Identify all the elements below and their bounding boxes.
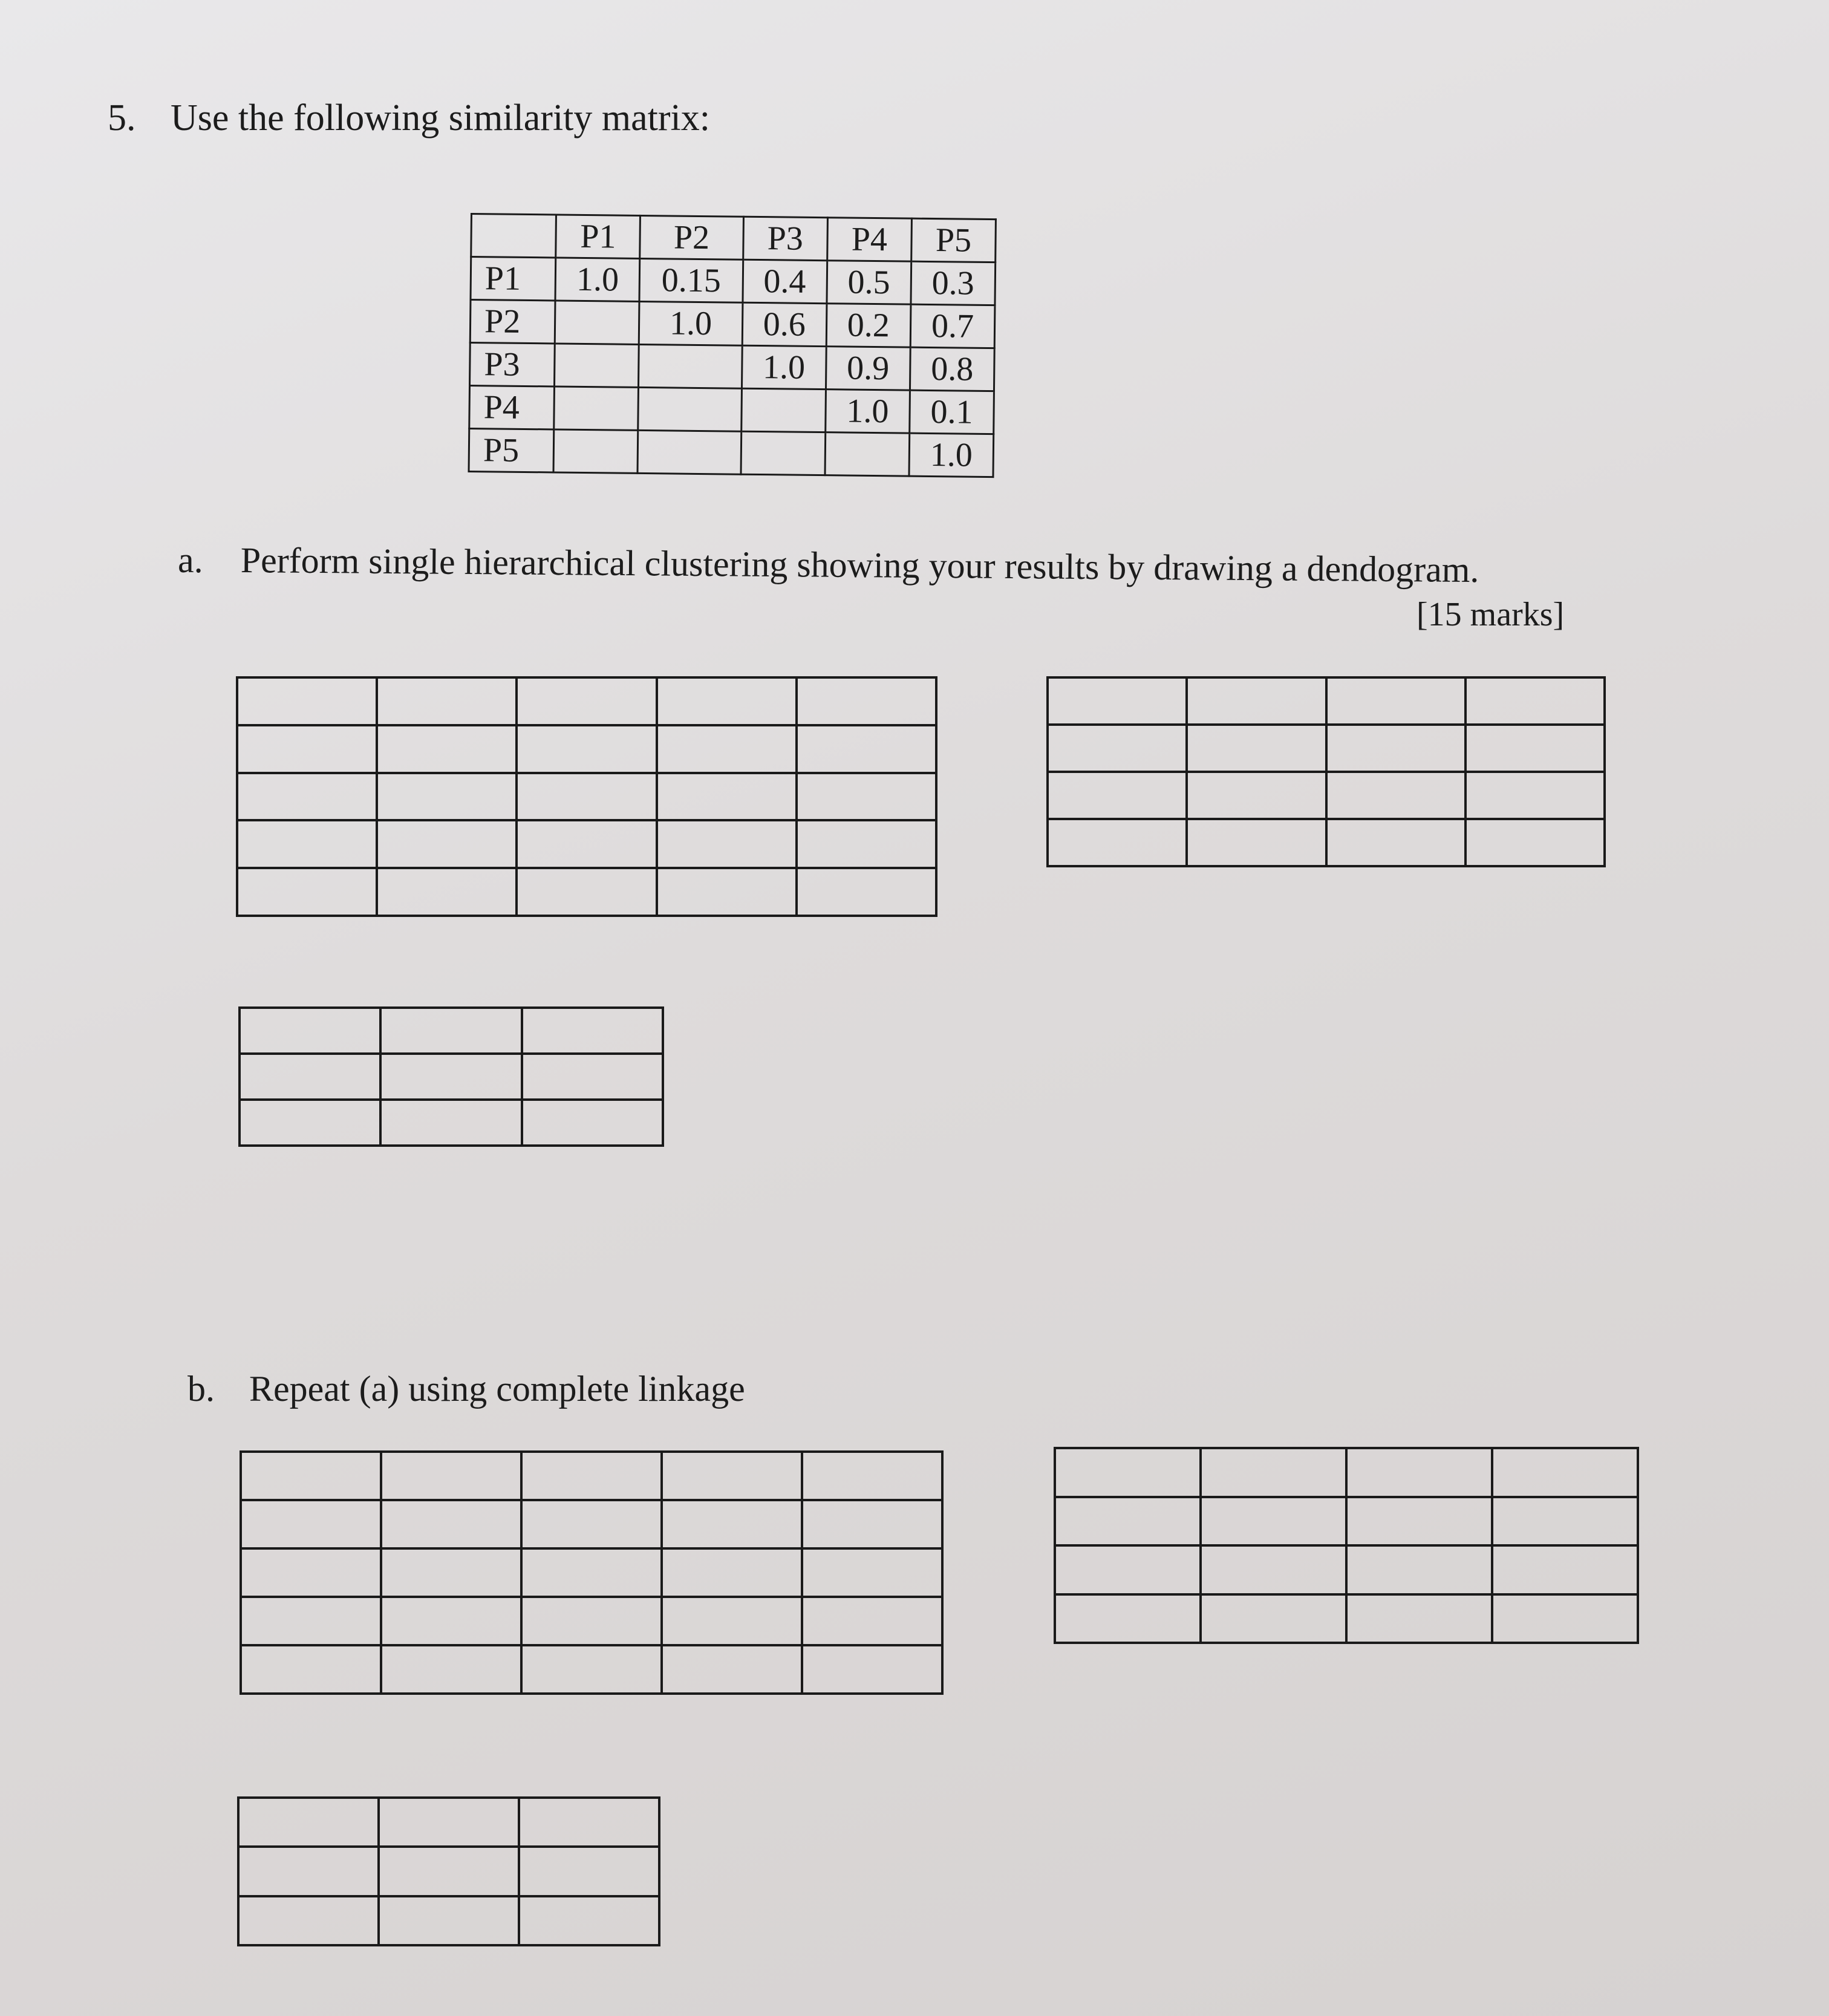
part-a-marks: [15 marks] (1417, 596, 1565, 633)
matrix-cell: 0.4 (743, 259, 827, 303)
matrix-col-header: P5 (911, 218, 996, 262)
matrix-row (470, 300, 995, 348)
matrix-cell: 0.5 (827, 261, 911, 304)
answer-grid-row (241, 1645, 942, 1694)
matrix-cell: 0.15 (639, 258, 743, 302)
answer-grid-row (241, 1500, 942, 1548)
answer-grid-cell[interactable] (1055, 1448, 1201, 1497)
answer-grid-cell[interactable] (1187, 677, 1326, 725)
answer-grid-row (1048, 725, 1605, 772)
answer-grid-a-3x3[interactable] (238, 1006, 664, 1147)
matrix-cell (555, 344, 639, 387)
answer-grid-cell[interactable] (662, 1645, 802, 1694)
matrix-cell: 0.1 (910, 390, 994, 434)
answer-grid-cell[interactable] (521, 1548, 662, 1597)
answer-grid-row (241, 1597, 942, 1645)
matrix-cell: 1.0 (909, 433, 994, 477)
answer-grid-cell[interactable] (237, 725, 377, 773)
matrix-cell (554, 387, 639, 430)
answer-grid-b-5x5[interactable] (240, 1450, 944, 1695)
answer-grid-cell[interactable] (381, 1452, 521, 1500)
answer-grid-cell[interactable] (1346, 1448, 1492, 1497)
answer-grid-cell[interactable] (797, 773, 936, 821)
matrix-cell: 0.2 (826, 304, 911, 347)
answer-grid-cell[interactable] (521, 1597, 662, 1645)
answer-grid-cell[interactable] (381, 1500, 521, 1548)
answer-grid-cell[interactable] (519, 1847, 659, 1896)
answer-grid-cell[interactable] (797, 725, 936, 773)
answer-grid-cell[interactable] (1187, 772, 1326, 819)
answer-grid-cell[interactable] (1201, 1448, 1346, 1497)
answer-grid-a-5x5[interactable] (236, 676, 937, 917)
answer-grid-cell[interactable] (802, 1597, 942, 1645)
answer-grid-cell[interactable] (379, 1896, 519, 1945)
answer-grid-cell[interactable] (241, 1452, 381, 1500)
answer-grid-cell[interactable] (1492, 1545, 1638, 1594)
answer-grid-cell[interactable] (1187, 819, 1326, 866)
answer-grid-cell[interactable] (1465, 677, 1605, 725)
answer-grid-cell[interactable] (797, 677, 936, 725)
answer-grid-cell[interactable] (1048, 677, 1187, 725)
answer-grid-cell[interactable] (380, 1008, 521, 1054)
part-b-text: Repeat (a) using complete linkage (249, 1369, 745, 1409)
answer-grid-cell[interactable] (1492, 1497, 1638, 1546)
matrix-row-header: P5 (469, 428, 554, 472)
answer-grid-cell[interactable] (657, 820, 797, 868)
answer-grid-cell[interactable] (240, 1100, 380, 1146)
answer-grid-cell[interactable] (802, 1645, 942, 1694)
answer-grid-row (241, 1548, 942, 1597)
matrix-cell (637, 430, 741, 474)
answer-grid-b-3x3[interactable] (237, 1796, 660, 1946)
answer-grid-cell[interactable] (1346, 1497, 1492, 1546)
answer-grid-cell[interactable] (238, 1847, 379, 1896)
answer-grid-cell[interactable] (1055, 1545, 1201, 1594)
answer-grid-row (1055, 1594, 1638, 1643)
matrix-cell (825, 432, 910, 476)
matrix-cell (638, 387, 742, 431)
matrix-header-row (471, 214, 996, 263)
question-number: 5. (108, 97, 136, 139)
matrix-corner-cell (471, 214, 556, 258)
answer-grid-cell[interactable] (241, 1500, 381, 1548)
question-text: Use the following similarity matrix: (171, 97, 710, 139)
matrix-col-header: P1 (556, 215, 641, 258)
answer-grid-row (1048, 772, 1605, 819)
answer-grid-cell[interactable] (657, 773, 797, 821)
answer-grid-cell[interactable] (238, 1798, 379, 1847)
matrix-cell: 1.0 (825, 390, 910, 433)
matrix-row-header: P1 (471, 257, 556, 301)
answer-grid-cell[interactable] (1201, 1594, 1346, 1643)
answer-grid-cell[interactable] (662, 1452, 802, 1500)
answer-grid-row (1048, 677, 1605, 725)
answer-grid-cell[interactable] (1465, 772, 1605, 819)
matrix-cell (741, 388, 826, 432)
answer-grid-cell[interactable] (1048, 772, 1187, 819)
answer-grid-cell[interactable] (521, 1645, 662, 1694)
answer-grid-row (1055, 1545, 1638, 1594)
answer-grid-cell[interactable] (1326, 819, 1465, 866)
answer-grid-cell[interactable] (377, 773, 517, 821)
similarity-matrix (468, 213, 997, 478)
answer-grid-cell[interactable] (1326, 677, 1465, 725)
answer-grid-cell[interactable] (237, 868, 377, 916)
answer-grid-cell[interactable] (237, 773, 377, 821)
answer-grid-cell[interactable] (240, 1008, 380, 1054)
answer-grid-cell[interactable] (521, 1452, 662, 1500)
answer-grid-cell[interactable] (517, 725, 656, 773)
answer-grid-row (238, 1847, 659, 1896)
answer-grid-cell[interactable] (657, 868, 797, 916)
answer-grid-cell[interactable] (662, 1500, 802, 1548)
answer-grid-cell[interactable] (377, 725, 517, 773)
answer-grid-cell[interactable] (379, 1847, 519, 1896)
answer-grid-cell[interactable] (240, 1054, 380, 1100)
answer-grid-row (237, 725, 936, 773)
answer-grid-cell[interactable] (519, 1896, 659, 1945)
answer-grid-cell[interactable] (662, 1548, 802, 1597)
answer-grid-cell[interactable] (381, 1645, 521, 1694)
answer-grid-cell[interactable] (517, 773, 656, 821)
matrix-cell: 1.0 (555, 258, 640, 301)
answer-grid-cell[interactable] (379, 1798, 519, 1847)
answer-grid-cell[interactable] (522, 1008, 663, 1054)
matrix-cell (555, 301, 639, 344)
answer-grid-row (1055, 1497, 1638, 1546)
answer-grid-row (240, 1100, 663, 1146)
answer-grid-row (240, 1008, 663, 1054)
answer-grid-cell[interactable] (1346, 1594, 1492, 1643)
matrix-col-header: P4 (827, 218, 911, 261)
answer-grid-cell[interactable] (802, 1500, 942, 1548)
answer-grid-cell[interactable] (380, 1100, 521, 1146)
matrix-row (469, 386, 994, 434)
answer-grid-cell[interactable] (237, 820, 377, 868)
answer-grid-cell[interactable] (522, 1100, 663, 1146)
answer-grid-a-4x4[interactable] (1046, 676, 1606, 867)
part-a-text: Perform single hierarchical clustering showing your results by drawing a dendogram. (240, 540, 1479, 590)
answer-grid-cell[interactable] (377, 868, 517, 916)
answer-grid-row (237, 868, 936, 916)
answer-grid-cell[interactable] (237, 677, 377, 725)
answer-grid-cell[interactable] (517, 677, 656, 725)
answer-grid-cell[interactable] (1492, 1594, 1638, 1643)
matrix-cell: 0.8 (910, 347, 994, 391)
answer-grid-row (241, 1452, 942, 1500)
answer-grid-cell[interactable] (517, 868, 656, 916)
answer-grid-cell[interactable] (1055, 1594, 1201, 1643)
answer-grid-cell[interactable] (1048, 819, 1187, 866)
answer-grid-cell[interactable] (802, 1452, 942, 1500)
matrix-row (470, 343, 995, 391)
answer-grid-cell[interactable] (241, 1645, 381, 1694)
answer-grid-cell[interactable] (380, 1054, 521, 1100)
answer-grid-cell[interactable] (241, 1597, 381, 1645)
answer-grid-cell[interactable] (1326, 725, 1465, 772)
answer-grid-cell[interactable] (802, 1548, 942, 1597)
answer-grid-cell[interactable] (1048, 725, 1187, 772)
answer-grid-cell[interactable] (521, 1500, 662, 1548)
matrix-row-header: P2 (470, 300, 555, 344)
matrix-col-header: P2 (640, 215, 743, 259)
matrix-cell: 0.3 (911, 261, 996, 305)
answer-grid-row (237, 677, 936, 725)
matrix-cell: 1.0 (639, 301, 743, 345)
answer-grid-row (240, 1054, 663, 1100)
answer-grid-cell[interactable] (377, 820, 517, 868)
answer-grid-cell[interactable] (797, 868, 936, 916)
matrix-cell (553, 429, 638, 473)
answer-grid-row (237, 820, 936, 868)
answer-grid-cell[interactable] (1492, 1448, 1638, 1497)
matrix-cell: 0.6 (742, 302, 827, 346)
answer-grid-cell[interactable] (1055, 1497, 1201, 1546)
answer-grid-cell[interactable] (381, 1597, 521, 1645)
matrix-cell (741, 431, 826, 475)
answer-grid-cell[interactable] (1465, 725, 1605, 772)
answer-grid-cell[interactable] (1201, 1545, 1346, 1594)
answer-grid-cell[interactable] (1465, 819, 1605, 866)
answer-grid-cell[interactable] (1187, 725, 1326, 772)
answer-grid-cell[interactable] (238, 1896, 379, 1945)
matrix-col-header: P3 (743, 217, 827, 260)
answer-grid-cell[interactable] (797, 820, 936, 868)
matrix-cell: 0.7 (910, 304, 995, 348)
matrix-row-header: P4 (469, 386, 555, 429)
matrix-row-header: P3 (470, 343, 555, 387)
answer-grid-cell[interactable] (657, 677, 797, 725)
answer-grid-cell[interactable] (522, 1054, 663, 1100)
answer-grid-row (1048, 819, 1605, 866)
answer-grid-cell[interactable] (381, 1548, 521, 1597)
matrix-cell (639, 344, 742, 388)
matrix-row (471, 257, 996, 305)
answer-grid-cell[interactable] (241, 1548, 381, 1597)
answer-grid-cell[interactable] (662, 1597, 802, 1645)
answer-grid-cell[interactable] (517, 820, 656, 868)
part-b-letter: b. (187, 1369, 215, 1409)
answer-grid-row (238, 1798, 659, 1847)
matrix-cell: 0.9 (826, 347, 910, 390)
matrix-cell: 1.0 (742, 345, 826, 389)
answer-grid-row (237, 773, 936, 821)
matrix-row (469, 428, 994, 477)
part-a-letter: a. (178, 540, 203, 580)
answer-grid-cell[interactable] (377, 677, 517, 725)
answer-grid-row (1055, 1448, 1638, 1497)
answer-grid-cell[interactable] (1326, 772, 1465, 819)
answer-grid-cell[interactable] (519, 1798, 659, 1847)
answer-grid-cell[interactable] (657, 725, 797, 773)
answer-grid-b-4x4[interactable] (1054, 1447, 1639, 1644)
answer-grid-cell[interactable] (1346, 1545, 1492, 1594)
answer-grid-cell[interactable] (1201, 1497, 1346, 1546)
answer-grid-row (238, 1896, 659, 1945)
